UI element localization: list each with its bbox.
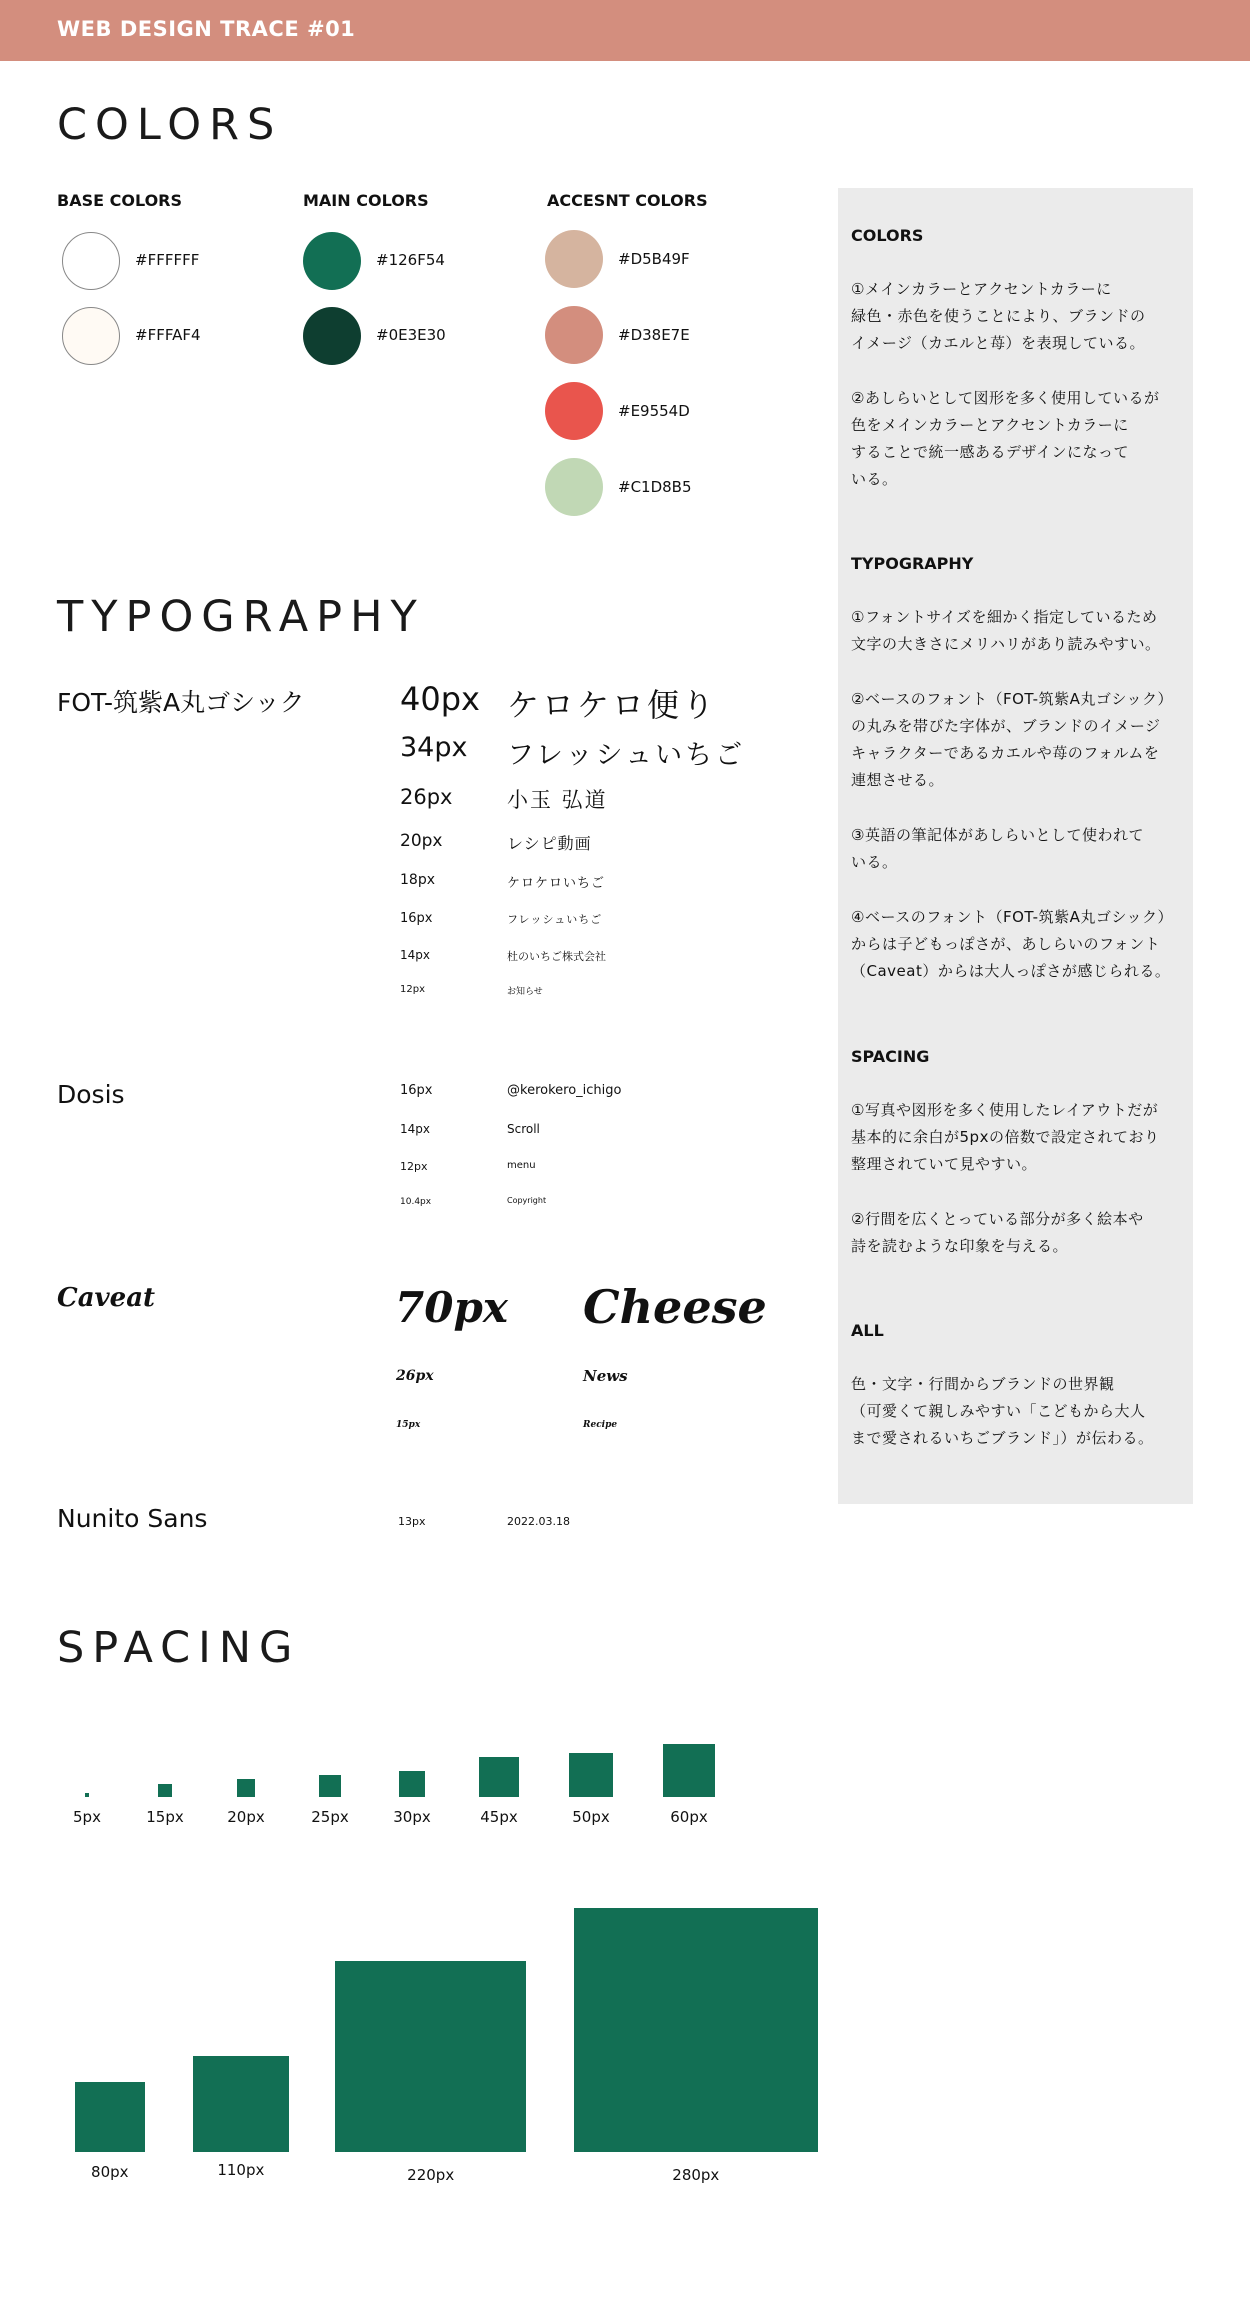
spacing-square-60px bbox=[663, 1744, 716, 1797]
note-paragraph: ②あしらいとして図形を多く使用しているが 色をメインカラーとアクセントカラーに することで統一感あるデザインになって いる。 bbox=[851, 389, 1160, 488]
font-sample: フレッシュいちご bbox=[507, 913, 603, 926]
color-swatch-e9554d bbox=[545, 382, 603, 440]
font-name-caveat: Caveat bbox=[57, 1283, 156, 1313]
color-code: #126F54 bbox=[376, 251, 445, 269]
spacing-square-15px bbox=[158, 1784, 171, 1797]
note-paragraph: 色・文字・行間からブランドの世界観 （可愛くて親しみやすい「こどもから大人 まで愛されるいちごブランド」）が伝わる。 bbox=[851, 1375, 1154, 1447]
size-label: 16px bbox=[400, 911, 433, 926]
font-sample: Copyright bbox=[507, 1196, 547, 1205]
color-swatch-126f54 bbox=[303, 232, 361, 290]
color-swatch-ffffff bbox=[62, 232, 120, 290]
spacing-label: 15px bbox=[146, 1808, 184, 1826]
font-sample: News bbox=[583, 1367, 628, 1385]
spacing-label: 5px bbox=[73, 1808, 101, 1826]
font-sample: 小玉 弘道 bbox=[507, 788, 608, 812]
spacing-square-25px bbox=[319, 1775, 341, 1797]
font-name-dosis: Dosis bbox=[57, 1080, 125, 1109]
size-label: 12px bbox=[400, 984, 425, 995]
base-colors-label: BASE COLORS bbox=[57, 191, 183, 210]
color-code: #D38E7E bbox=[618, 326, 690, 344]
font-sample: Scroll bbox=[507, 1122, 540, 1136]
color-code: #E9554D bbox=[618, 402, 690, 420]
size-label: 70px bbox=[395, 1283, 508, 1332]
note-paragraph: ③英語の筆記体があしらいとして使われて いる。 bbox=[851, 826, 1144, 871]
note-paragraph: ①フォントサイズを細かく指定しているため 文字の大きさにメリハリがあり読みやすい。 bbox=[851, 608, 1161, 653]
accent-colors-label: ACCESNT COLORS bbox=[547, 191, 708, 210]
spacing-square-110px bbox=[193, 2056, 289, 2152]
main-colors-label: MAIN COLORS bbox=[303, 191, 429, 210]
colors-heading: COLORS bbox=[57, 100, 283, 150]
font-sample: レシピ動画 bbox=[507, 834, 592, 853]
size-label: 18px bbox=[400, 872, 435, 888]
size-label: 14px bbox=[400, 1122, 430, 1136]
note-paragraph: ①写真や図形を多く使用したレイアウトだが 基本的に余白が5pxの倍数で設定されており 整理されていて見やすい。 bbox=[851, 1101, 1160, 1173]
size-label: 26px bbox=[400, 785, 453, 809]
note-heading-typography: TYPOGRAPHY bbox=[851, 554, 974, 573]
color-code: #C1D8B5 bbox=[618, 478, 692, 496]
spacing-square-45px bbox=[479, 1757, 519, 1797]
spacing-square-30px bbox=[399, 1771, 425, 1797]
spacing-label: 50px bbox=[572, 1808, 610, 1826]
font-sample: menu bbox=[507, 1160, 536, 1171]
page-title: WEB DESIGN TRACE #01 bbox=[57, 17, 356, 41]
size-label: 26px bbox=[396, 1368, 434, 1384]
size-label: 14px bbox=[400, 948, 430, 962]
font-sample: 2022.03.18 bbox=[507, 1515, 570, 1528]
typography-heading: TYPOGRAPHY bbox=[57, 592, 425, 642]
color-swatch-d5b49f bbox=[545, 230, 603, 288]
color-swatch-d38e7e bbox=[545, 306, 603, 364]
font-sample: お知らせ bbox=[507, 987, 543, 997]
spacing-label: 30px bbox=[393, 1808, 431, 1826]
spacing-label: 60px bbox=[670, 1808, 708, 1826]
color-code: #FFFAF4 bbox=[135, 326, 201, 344]
note-heading-spacing: SPACING bbox=[851, 1047, 930, 1066]
font-sample: Cheese bbox=[583, 1280, 767, 1334]
size-label: 20px bbox=[400, 831, 443, 851]
font-sample: ケロケロいちご bbox=[507, 876, 606, 891]
note-paragraph: ①メインカラーとアクセントカラーに 緑色・赤色を使うことにより、ブランドの イメージ（カエルと苺）を表現している。 bbox=[851, 280, 1146, 352]
spacing-square-50px bbox=[569, 1753, 613, 1797]
size-label: 13px bbox=[398, 1515, 426, 1528]
color-swatch-fffaf4 bbox=[62, 307, 120, 365]
spacing-label: 20px bbox=[227, 1808, 265, 1826]
size-label: 40px bbox=[400, 680, 480, 718]
note-heading-colors: COLORS bbox=[851, 226, 924, 245]
size-label: 12px bbox=[400, 1160, 428, 1173]
spacing-label: 80px bbox=[91, 2163, 129, 2181]
font-sample: Recipe bbox=[583, 1420, 618, 1430]
note-paragraph: ④ベースのフォント（FOT-筑紫A丸ゴシック） からは子どもっぽさが、あしらいのフォント （Caveat）からは大人っぽさが感じられる。 bbox=[851, 908, 1174, 980]
spacing-square-280px bbox=[574, 1908, 818, 2152]
size-label: 34px bbox=[400, 732, 468, 763]
color-code: #0E3E30 bbox=[376, 326, 446, 344]
spacing-heading: SPACING bbox=[57, 1623, 301, 1673]
font-name-nunito: Nunito Sans bbox=[57, 1504, 208, 1533]
spacing-label: 25px bbox=[311, 1808, 349, 1826]
size-label: 10.4px bbox=[400, 1197, 432, 1207]
size-label: 16px bbox=[400, 1083, 433, 1098]
font-name-fot: FOT-筑紫A丸ゴシック bbox=[57, 688, 305, 717]
spacing-label: 220px bbox=[407, 2166, 455, 2184]
note-paragraph: ②行間を広くとっている部分が多く絵本や 詩を読むような印象を与える。 bbox=[851, 1210, 1144, 1255]
color-code: #D5B49F bbox=[618, 250, 690, 268]
font-sample: フレッシュいちご bbox=[507, 740, 746, 771]
font-sample: @kerokero_ichigo bbox=[507, 1083, 622, 1098]
spacing-square-5px bbox=[85, 1793, 89, 1797]
note-paragraph: ②ベースのフォント（FOT-筑紫A丸ゴシック） の丸みを帯びた字体が、ブランドのイメージ キャラクターであるカエルや苺のフォルムを 連想させる。 bbox=[851, 690, 1174, 789]
spacing-square-220px bbox=[335, 1961, 526, 2152]
spacing-label: 280px bbox=[672, 2166, 720, 2184]
font-sample: ケロケロ便り bbox=[507, 686, 718, 724]
note-heading-all: ALL bbox=[851, 1321, 884, 1340]
font-sample: 杜のいちご株式会社 bbox=[507, 950, 606, 963]
spacing-square-80px bbox=[75, 2082, 145, 2152]
spacing-label: 110px bbox=[217, 2161, 265, 2179]
color-code: #FFFFFF bbox=[135, 251, 200, 269]
size-label: 15px bbox=[396, 1420, 421, 1430]
spacing-label: 45px bbox=[480, 1808, 518, 1826]
color-swatch-0e3e30 bbox=[303, 307, 361, 365]
color-swatch-c1d8b5 bbox=[545, 458, 603, 516]
spacing-square-20px bbox=[237, 1779, 255, 1797]
